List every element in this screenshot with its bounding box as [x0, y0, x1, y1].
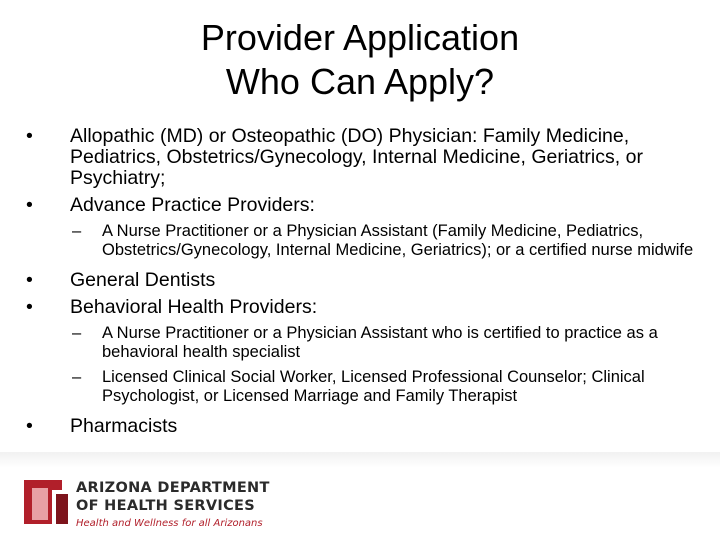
title-line-2: Who Can Apply?	[225, 61, 495, 102]
sub-bullet-np-pa	[72, 222, 702, 260]
bullet-mark: •	[26, 194, 33, 216]
sub-bullet-mark: –	[72, 368, 82, 386]
bullet-mark: •	[26, 269, 33, 291]
bullet-advance-practice	[26, 195, 702, 216]
logo-line-1: ARIZONA DEPARTMENT	[76, 480, 270, 496]
bullet-dentists	[26, 270, 702, 291]
bullet-text: Advance Practice Providers:	[70, 194, 315, 216]
sub-bullet-licensed-clinicians	[72, 368, 702, 406]
bullet-text: Behavioral Health Providers:	[70, 296, 318, 318]
bullet-mark: •	[26, 125, 33, 147]
logo-tagline: Health and Wellness for all Arizonans	[76, 518, 263, 529]
sub-list-advance-practice	[26, 222, 702, 260]
bullet-pharmacists	[26, 416, 702, 437]
sub-list-behavioral-health	[26, 324, 702, 406]
sub-bullet-text: A Nurse Practitioner or a Physician Assistant (Family Medicine, Pediatrics, Obstetrics/Gynecology, Internal Medicine, Geriatrics); or a certified nurse midwife	[102, 222, 694, 259]
bullet-text: Allopathic (MD) or Osteopathic (DO) Physician: Family Medicine, Pediatrics, Obstetrics/Gynecology, Internal Medicine, Geriatrics, or Psychiatry;	[70, 125, 643, 189]
bullet-text: Pharmacists	[70, 415, 178, 437]
sub-bullet-text: A Nurse Practitioner or a Physician Assistant who is certified to practice as a behavioral health specialist	[102, 324, 658, 361]
sub-bullet-text: Licensed Clinical Social Worker, Licensed Professional Counselor; Clinical Psychologist, or Licensed Marriage and Family Therapist	[102, 368, 645, 405]
title-line-1: Provider Application	[200, 17, 520, 58]
bullet-list	[26, 126, 702, 443]
sub-bullet-mark: –	[72, 222, 82, 240]
adhs-logo	[22, 474, 282, 534]
arizona-state-logo-icon	[22, 476, 70, 528]
bullet-mark: •	[26, 296, 33, 318]
logo-line-2: OF HEALTH SERVICES	[76, 498, 255, 514]
sub-bullet-bh-np-pa	[72, 324, 702, 362]
bullet-mark: •	[26, 415, 33, 437]
bullet-behavioral-health	[26, 297, 702, 318]
bullet-text: General Dentists	[70, 269, 216, 291]
sub-bullet-mark: –	[72, 324, 82, 342]
bullet-physicians	[26, 126, 702, 189]
slide-title	[0, 16, 720, 104]
